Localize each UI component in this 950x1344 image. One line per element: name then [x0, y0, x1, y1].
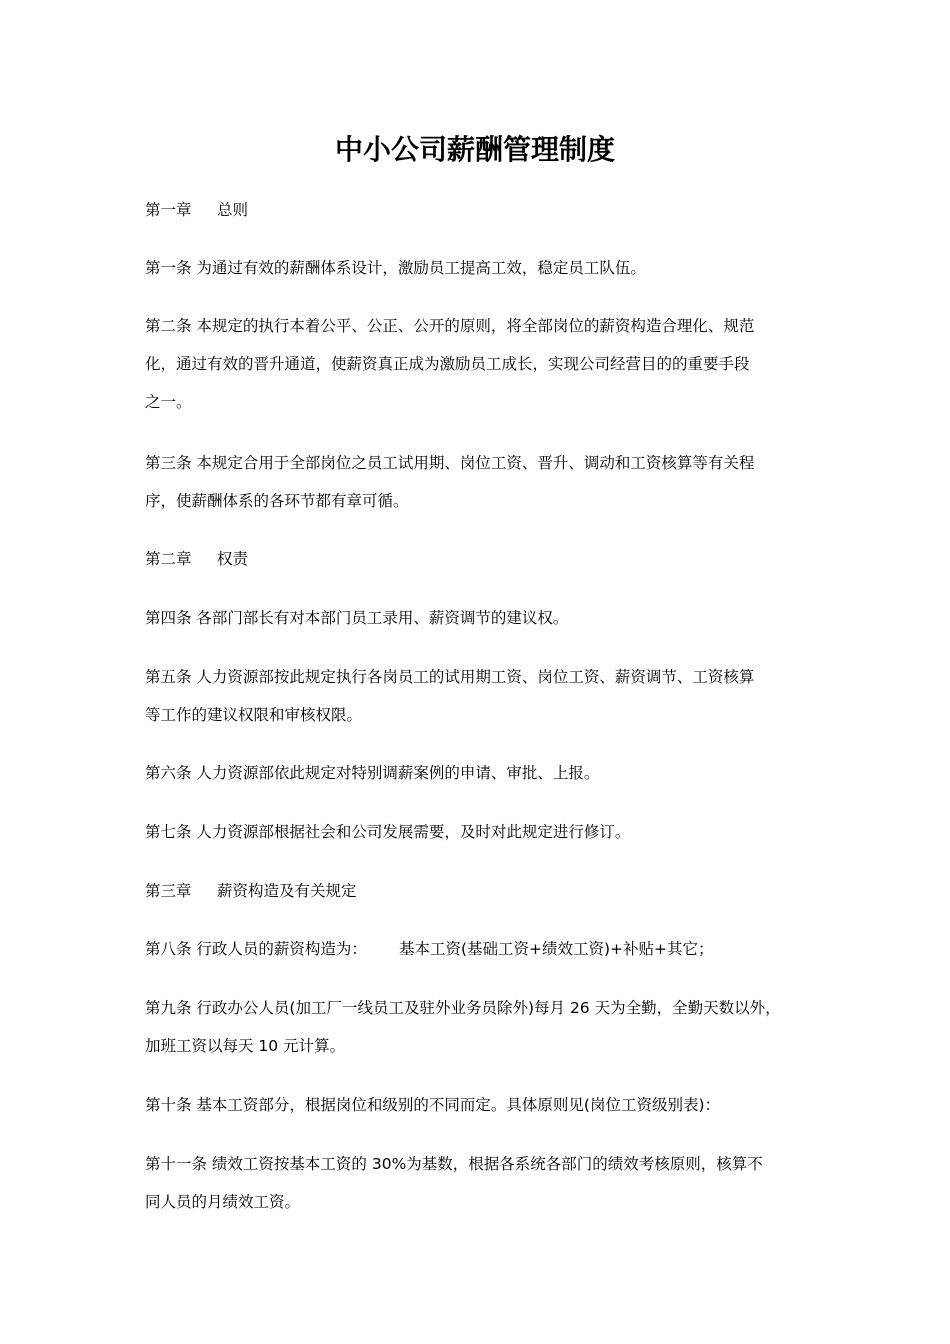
chapter-name: 权责 [217, 550, 249, 568]
article-11 [145, 1145, 825, 1221]
article-lead: 第八条 行政人员的薪资构造为： [145, 940, 367, 958]
article-line: 第九条 行政办公人员(加工厂一线员工及驻外业务员除外)每月 26 天为全勤，全勤天数以外， [145, 999, 781, 1017]
article-line: 第一条 为通过有效的薪酬体系设计，激励员工提高工效，稳定员工队伍。 [145, 259, 646, 277]
article-9 [145, 989, 835, 1065]
document-title: 中小公司薪酬管理制度 [334, 133, 615, 166]
article-line: 等工作的建议权限和审核权限。 [145, 706, 363, 724]
article-line: 第十一条 绩效工资按基本工资的 30%为基数，根据各系统各部门的绩效考核原则，核算不 [145, 1155, 763, 1173]
chapter-heading-1 [145, 191, 825, 229]
chapter-heading-2 [145, 540, 825, 578]
article-7 [145, 813, 825, 851]
article-2 [145, 307, 825, 421]
chapter-number: 第三章 [145, 882, 192, 900]
article-3 [145, 444, 825, 520]
article-4 [145, 599, 825, 637]
article-line: 加班工资以每天 10 元计算。 [145, 1037, 346, 1055]
article-line: 序，使薪酬体系的各环节都有章可循。 [145, 492, 409, 510]
article-line: 之一。 [145, 393, 192, 411]
article-line: 第三条 本规定合用于全部岗位之员工试用期、岗位工资、晋升、调动和工资核算等有关程 [145, 454, 755, 472]
article-6 [145, 754, 825, 792]
chapter-heading-3 [145, 872, 825, 910]
chapter-number: 第一章 [145, 201, 192, 219]
salary-formula: 基本工资(基础工资+绩效工资)+补贴+其它； [398, 940, 714, 958]
article-line: 第二条 本规定的执行本着公平、公正、公开的原则，将全部岗位的薪资构造合理化、规范 [145, 317, 755, 335]
chapter-number: 第二章 [145, 550, 192, 568]
article-line: 第四条 各部门部长有对本部门员工录用、薪资调节的建议权。 [145, 609, 569, 627]
article-5 [145, 658, 825, 734]
chapter-name: 薪资构造及有关规定 [217, 882, 357, 900]
article-line: 第五条 人力资源部按此规定执行各岗员工的试用期工资、岗位工资、薪资调节、工资核算 [145, 668, 755, 686]
chapter-name: 总则 [217, 201, 249, 219]
article-1 [145, 249, 825, 287]
article-8 [145, 930, 825, 968]
article-line [145, 930, 825, 968]
article-line: 化，通过有效的晋升通道，使薪资真正成为激励员工成长，实现公司经营目的的重要手段 [145, 355, 750, 373]
article-line: 第十条 基本工资部分，根据岗位和级别的不同而定。具体原则见(岗位工资级别表)： [145, 1096, 721, 1114]
article-line: 同人员的月绩效工资。 [145, 1193, 301, 1211]
article-10 [145, 1086, 825, 1124]
article-line: 第七条 人力资源部根据社会和公司发展需要，及时对此规定进行修订。 [145, 823, 631, 841]
article-line: 第六条 人力资源部依此规定对特别调薪案例的申请、审批、上报。 [145, 764, 600, 782]
